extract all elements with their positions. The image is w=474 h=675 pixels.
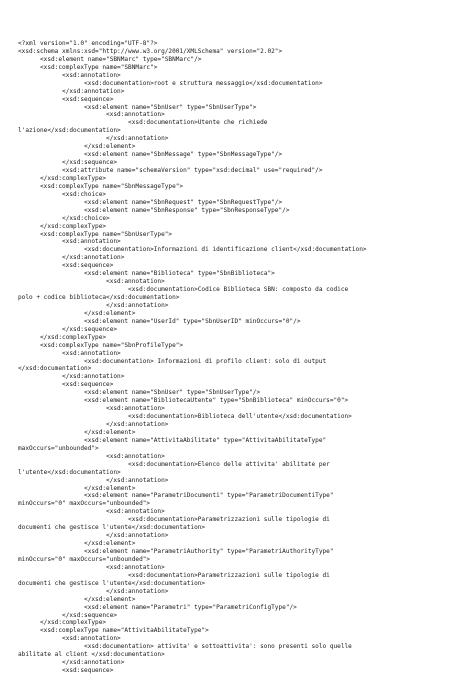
code-line: l'azione</xsd:documentation> (18, 127, 121, 135)
code-line: </xsd:annotation> (18, 87, 125, 95)
code-line: <xsd:sequence> (18, 95, 114, 103)
code-line: <xsd:documentation>Utente che richiede (18, 119, 268, 127)
code-line: </xsd:complexType> (18, 333, 107, 341)
code-line: minOccurs="0" maxOccurs="unbounded"> (18, 555, 151, 563)
code-line: maxOccurs="unbounded"> (18, 444, 99, 452)
code-line: <xsd:schema xmlns:xsd="http://www.w3.org/2001/XMLSchema" version="2.02"> (18, 47, 283, 55)
code-line: <xsd:annotation> (18, 111, 165, 119)
code-line: <xsd:sequence> (18, 262, 114, 270)
code-line: </xsd:annotation> (18, 421, 169, 428)
code-line: <xsd:complexType name="SBNMarc"> (18, 63, 158, 71)
code-line: <xsd:annotation> (18, 452, 165, 460)
code-line: <xsd:element name="AttivitaAbilitate" type="AttivitaAbilitateType" (18, 436, 327, 444)
code-line: </xsd:element> (18, 143, 136, 151)
code-line: <xsd:complexType name="AttivitaAbilitateType"> (18, 627, 209, 635)
code-line: <xsd:element name="Biblioteca" type="SbnBiblioteca"> (18, 270, 275, 278)
code-line: </xsd:element> (18, 428, 136, 436)
code-line: </xsd:annotation> (18, 587, 169, 595)
xsd-code-listing (18, 40, 458, 675)
code-line: </xsd:element> (18, 595, 136, 603)
code-line: <xsd:annotation> (18, 71, 121, 79)
code-line: <xsd:element name="SbnRequest" type="SbnRequestType"/> (18, 198, 283, 206)
code-line: </xsd:annotation> (18, 659, 125, 667)
code-line: <xsd:complexType name="SbnMessageType"> (18, 182, 184, 190)
code-line: </xsd:sequence> (18, 325, 118, 333)
code-line: <xsd:element name="SbnUser" type="SbnUserType"> (18, 103, 257, 111)
code-line: <xsd:documentation>Codice Biblioteca SBN: composto da codice (18, 286, 349, 294)
code-line: minOccurs="0" maxOccurs="unbounded"> (18, 500, 151, 508)
code-line: <xsd:element name="SbnResponse" type="SbnResponseType"/> (18, 206, 290, 214)
code-line: <xsd:annotation> (18, 349, 121, 357)
code-line: </xsd:sequence> (18, 159, 118, 167)
code-line: </xsd:annotation> (18, 373, 125, 381)
code-line: <xsd:annotation> (18, 563, 165, 571)
code-line: <xsd:documentation>Parametrizzazioni sulle tipologie di (18, 516, 330, 524)
code-line: <xsd:element name="Parametri" type="ParametriConfigType"/> (18, 603, 297, 611)
code-line: <xsd:annotation> (18, 635, 121, 643)
code-line: <xsd:documentation>Informazioni di identificazione client</xsd:documentation> (18, 246, 367, 254)
code-line: polo + codice biblioteca</xsd:documentation> (18, 294, 180, 301)
code-line: <xsd:documentation>Biblioteca dell'utente</xsd:documentation> (18, 413, 352, 421)
code-line: <xsd:documentation>Parametrizzazioni sulle tipologie di (18, 571, 330, 579)
code-line: <xsd:annotation> (18, 508, 165, 516)
code-line: <xsd:sequence> (18, 381, 114, 389)
code-line: <xsd:element name="ParametriAuthority" type="ParametriAuthorityType" (18, 548, 334, 555)
code-line: <xsd:documentation> Informazioni di profilo client: solo di output (18, 357, 327, 365)
code-line: </xsd:annotation> (18, 254, 125, 262)
code-line: </xsd:documentation> (18, 365, 92, 373)
code-line: <xsd:documentation>root e struttura messaggio</xsd:documentation> (18, 79, 323, 87)
code-line: <xsd:element name="SbnMessage" type="SbnMessageType"/> (18, 151, 283, 159)
code-line: <xsd:element name="BibliotecaUtente" type="SbnBiblioteca" minOccurs="0"> (18, 397, 349, 405)
code-line: </xsd:annotation> (18, 476, 169, 484)
code-line: <xsd:sequence> (18, 667, 114, 675)
code-line: l'utente</xsd:documentation> (18, 468, 121, 476)
code-line: <xsd:annotation> (18, 405, 165, 413)
code-line: documenti che gestisce l'utente</xsd:documentation> (18, 524, 206, 532)
code-line: </xsd:sequence> (18, 611, 118, 619)
code-line: </xsd:element> (18, 484, 136, 492)
code-line: <xsd:element name="UserId" type="SbnUserID" minOccurs="0"/> (18, 317, 301, 325)
code-line: </xsd:complexType> (18, 619, 107, 627)
code-line: <xsd:element name="SBNMarc" type="SBNMarc"/> (18, 55, 202, 63)
code-line: <xsd:annotation> (18, 278, 165, 286)
code-line: <xsd:documentation>Elenco delle attivita' abilitate per (18, 460, 330, 468)
code-line: </xsd:annotation> (18, 532, 169, 540)
code-line: <xsd:element name="ParametriDocumenti" type="ParametriDocumentiType" (18, 492, 334, 500)
code-line: </xsd:complexType> (18, 174, 107, 182)
code-line: </xsd:annotation> (18, 135, 169, 143)
code-line: </xsd:annotation> (18, 301, 169, 309)
code-line: <xsd:attribute name="schemaVersion" type="xsd:decimal" use="required"/> (18, 167, 323, 174)
code-line: <xsd:complexType name="SbnProfileType"> (18, 341, 184, 349)
code-line: documenti che gestisce l'utente</xsd:documentation> (18, 579, 206, 587)
code-line: </xsd:element> (18, 540, 136, 548)
code-line: <?xml version="1.0" encoding="UTF-8"?> (18, 40, 158, 47)
code-line: </xsd:choice> (18, 214, 110, 222)
code-line: <xsd:complexType name="SbnUserType"> (18, 230, 173, 238)
code-line: </xsd:element> (18, 309, 136, 317)
code-line: <xsd:documentation> attivita' e sottoattivita': sono presenti solo quelle (18, 643, 352, 651)
code-line: <xsd:annotation> (18, 238, 121, 246)
code-line: abilitate al client </xsd:documentation> (18, 651, 165, 659)
code-line: <xsd:choice> (18, 190, 107, 198)
code-line: </xsd:complexType> (18, 222, 107, 230)
code-line: <xsd:element name="SbnUser" type="SbnUserType"/> (18, 389, 261, 397)
